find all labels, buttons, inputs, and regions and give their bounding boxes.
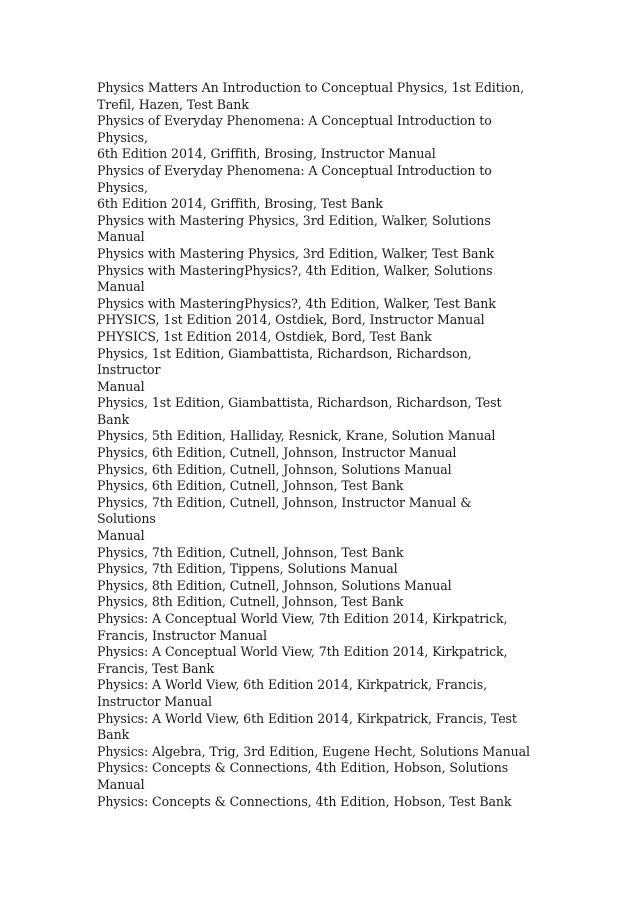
text-line: Manual	[97, 279, 145, 295]
text-line: Physics: A World View, 6th Edition 2014, Kirkpatrick, Francis, Test	[97, 710, 517, 726]
text-line: Francis, Instructor Manual	[97, 627, 267, 643]
text-line: Physics Matters An Introduction to Conceptual Physics, 1st Edition,	[97, 80, 525, 95]
text-line: PHYSICS, 1st Edition 2014, Ostdiek, Bord, Test Bank	[97, 328, 432, 344]
text-line: 6th Edition 2014, Griffith, Brosing, Test Bank	[97, 196, 383, 212]
text-line: Physics: A World View, 6th Edition 2014, Kirkpatrick, Francis,	[97, 677, 487, 693]
text-line: Francis, Test Bank	[97, 660, 215, 676]
text-line: Physics, 1st Edition, Giambattista, Richardson, Richardson,	[97, 345, 472, 361]
text-line: Instructor	[97, 362, 161, 378]
text-line: Manual	[97, 528, 145, 544]
text-line: 6th Edition 2014, Griffith, Brosing, Instructor Manual	[97, 146, 436, 162]
text-line: Physics,	[97, 179, 148, 195]
text-line: Solutions	[97, 511, 156, 527]
text-line: Manual	[97, 229, 145, 245]
text-line: Physics with Mastering Physics, 3rd Edition, Walker, Solutions	[97, 212, 491, 228]
text-line: Physics, 8th Edition, Cutnell, Johnson, Test Bank	[97, 594, 404, 610]
text-line: Physics of Everyday Phenomena: A Conceptual Introduction to	[97, 113, 492, 129]
text-line: Manual	[97, 776, 145, 792]
document-page	[97, 80, 547, 810]
text-line: Manual	[97, 378, 145, 394]
text-line: Physics with Mastering Physics, 3rd Edition, Walker, Test Bank	[97, 245, 494, 261]
text-line: Physics, 7th Edition, Cutnell, Johnson, Test Bank	[97, 544, 404, 560]
text-line: Physics, 1st Edition, Giambattista, Richardson, Richardson, Test	[97, 395, 502, 411]
text-line: Physics, 8th Edition, Cutnell, Johnson, Solutions Manual	[97, 577, 452, 593]
text-line: Physics,	[97, 129, 148, 145]
text-line: Physics: Concepts & Connections, 4th Edition, Hobson, Solutions	[97, 760, 509, 776]
text-line: Instructor Manual	[97, 693, 212, 709]
text-line: Physics: A Conceptual World View, 7th Edition 2014, Kirkpatrick,	[97, 644, 508, 660]
text-line: Physics, 6th Edition, Cutnell, Johnson, Test Bank	[97, 478, 404, 494]
text-line: Trefil, Hazen, Test Bank	[97, 96, 249, 112]
text-line: Physics: Concepts & Connections, 4th Edition, Hobson, Test Bank	[97, 793, 512, 809]
text-line: Bank	[97, 727, 130, 743]
text-line: Physics with MasteringPhysics?, 4th Edition, Walker, Test Bank	[97, 295, 496, 311]
text-line: Bank	[97, 411, 130, 427]
text-line: Physics: A Conceptual World View, 7th Edition 2014, Kirkpatrick,	[97, 611, 508, 626]
text-line: Physics, 7th Edition, Tippens, Solutions Manual	[97, 561, 398, 577]
text-line: Physics, 6th Edition, Cutnell, Johnson, Instructor Manual	[97, 445, 457, 461]
text-line: PHYSICS, 1st Edition 2014, Ostdiek, Bord, Instructor Manual	[97, 312, 485, 328]
text-line: Physics with MasteringPhysics?, 4th Edition, Walker, Solutions	[97, 262, 493, 278]
text-line: Physics of Everyday Phenomena: A Conceptual Introduction to	[97, 162, 492, 178]
text-line: Physics, 6th Edition, Cutnell, Johnson, Solutions Manual	[97, 461, 452, 477]
text-line: Physics: Algebra, Trig, 3rd Edition, Eugene Hecht, Solutions Manual	[97, 743, 530, 759]
text-line: Physics, 5th Edition, Halliday, Resnick, Krane, Solution Manual	[97, 428, 496, 444]
text-line: Physics, 7th Edition, Cutnell, Johnson, Instructor Manual &	[97, 494, 472, 510]
